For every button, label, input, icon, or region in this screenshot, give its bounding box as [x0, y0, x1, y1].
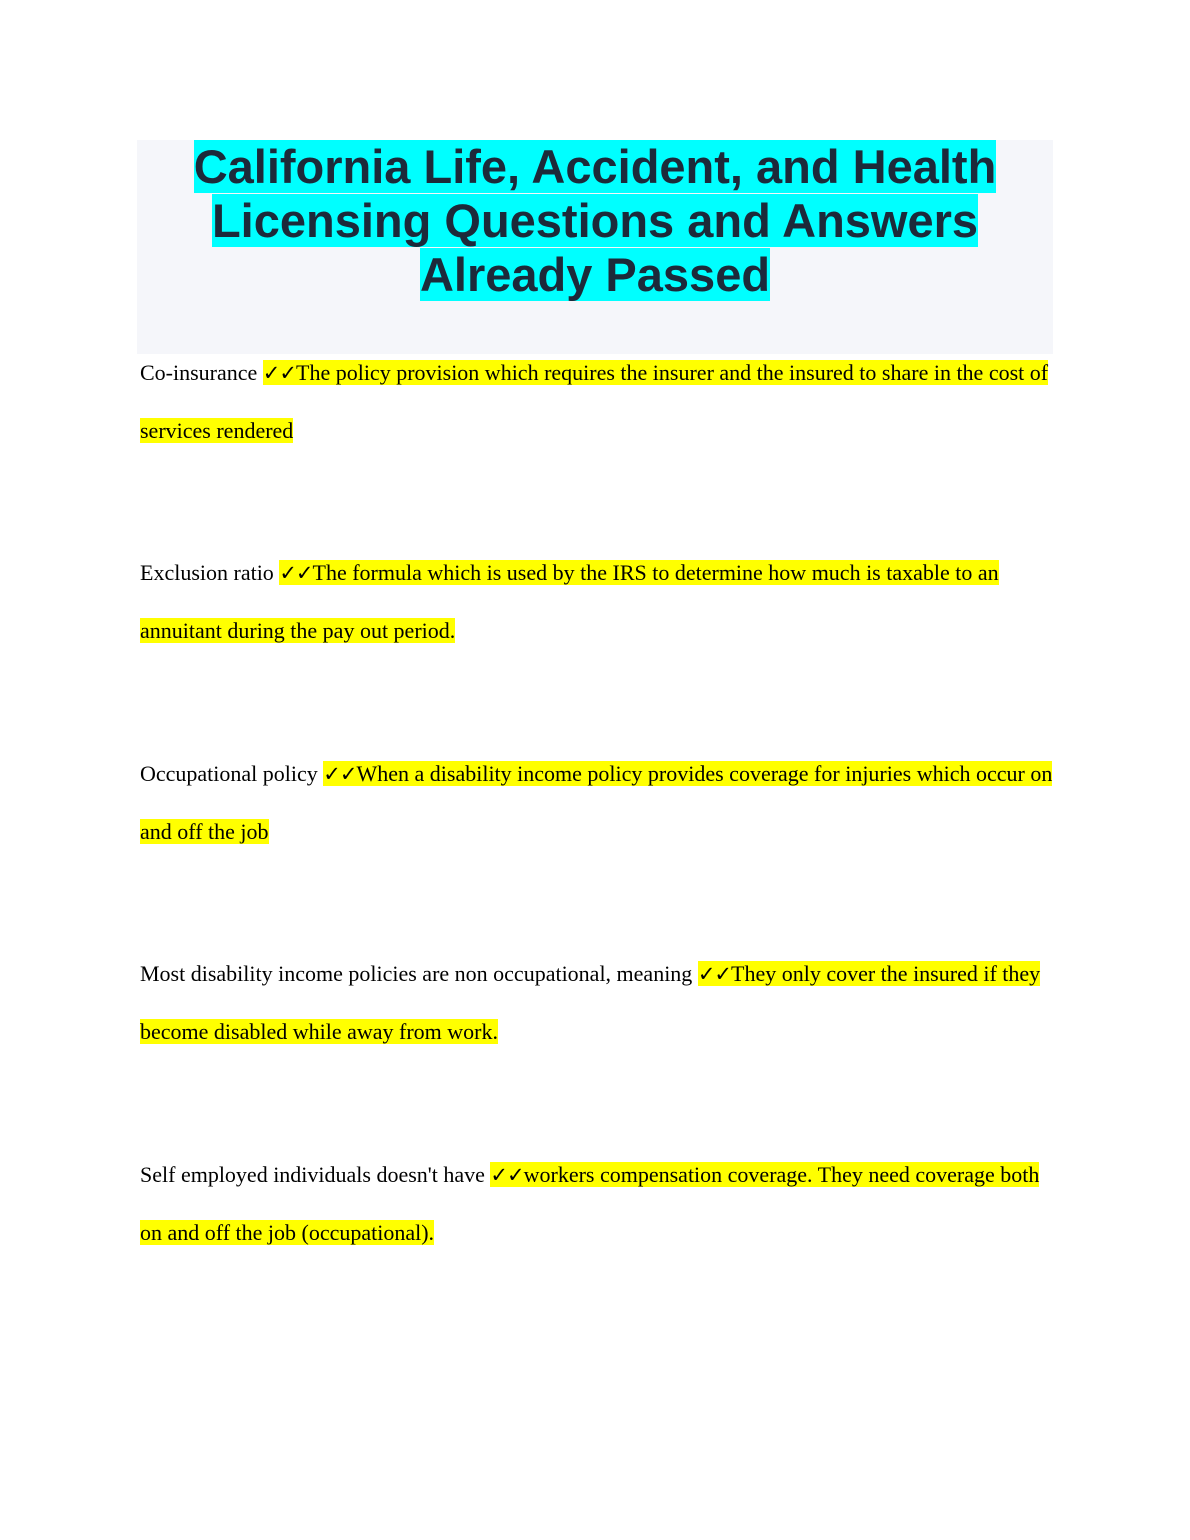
qa-entry-exclusion-ratio	[140, 544, 1055, 660]
qa-answer-text: The formula which is used by the IRS to determine how much is taxable to an annuitant during the pay out period.	[140, 560, 999, 643]
title-text-2: Licensing Questions and Answers	[211, 194, 979, 247]
title-line-2	[137, 194, 1053, 248]
qa-answer-text: The policy provision which requires the insurer and the insured to share in the cost of services rendered	[140, 360, 1049, 443]
double-check-icon: ✓✓	[262, 361, 296, 385]
double-check-icon: ✓✓	[490, 1163, 524, 1187]
title-text-3: Already Passed	[419, 248, 771, 301]
double-check-icon: ✓✓	[279, 561, 313, 585]
qa-entry-co-insurance	[140, 344, 1055, 460]
qa-entry-occupational-policy	[140, 745, 1055, 861]
qa-answer-text: When a disability income policy provides coverage for injuries which occur on and off the job	[140, 761, 1053, 844]
qa-answer-text: workers compensation coverage. They need coverage both on and off the job (occupational).	[140, 1162, 1040, 1245]
qa-answer-text: They only cover the insured if they become disabled while away from work.	[140, 961, 1041, 1044]
qa-term: Exclusion ratio	[140, 560, 280, 585]
title-line-1	[137, 140, 1053, 194]
qa-term: Co-insurance	[140, 360, 263, 385]
double-check-icon: ✓✓	[697, 962, 732, 986]
qa-answer	[140, 360, 1048, 443]
title-line-3	[137, 248, 1053, 302]
qa-term: Occupational policy	[140, 761, 324, 786]
qa-term: Most disability income policies are non occupational, meaning	[140, 961, 698, 986]
qa-term: Self employed individuals doesn't have	[140, 1162, 491, 1187]
double-check-icon: ✓✓	[323, 762, 357, 786]
title-block	[137, 140, 1053, 354]
qa-entry-non-occupational	[140, 945, 1055, 1061]
qa-entry-self-employed	[140, 1146, 1055, 1262]
title-text-1: California Life, Accident, and Health	[193, 140, 997, 193]
